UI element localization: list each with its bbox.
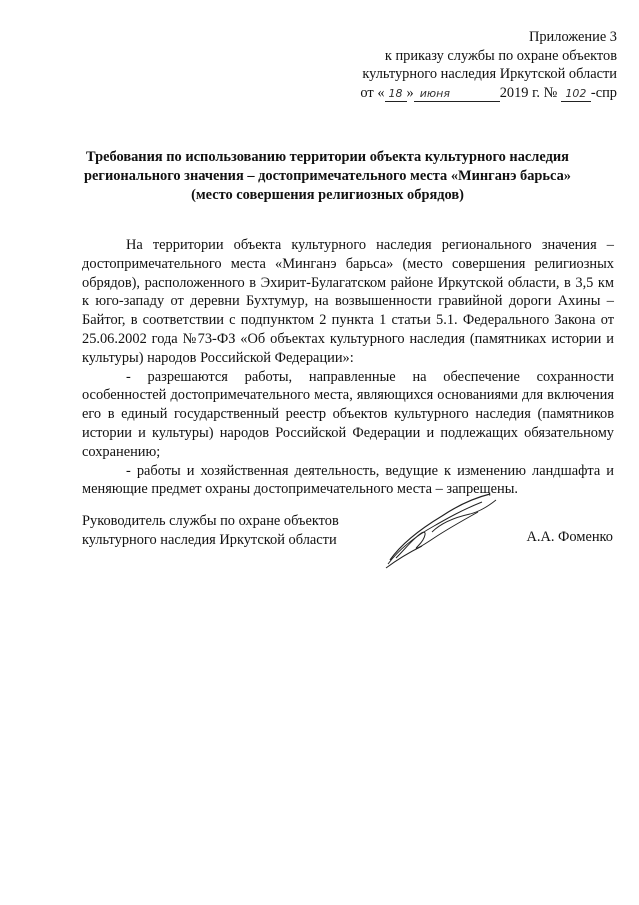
paragraph-permitted: - разрешаются работы, направленные на обеспечение сохранности особенностей достопримечательного места, являющихся основаниями для включения его в единый государственный реестр объектов культурного наследия (памятников истории и культуры) народов Российской Федерации и подлежащих обязательному сохранению; <box>82 368 614 460</box>
appendix-date-line <box>360 84 617 103</box>
title-line-2: регионального значения – достопримечательного места «Минганэ барьса» <box>84 168 571 184</box>
appendix-order-ref: к приказу службы по охране объектов <box>384 47 617 64</box>
title-line-1: Требования по использованию территории объекта культурного наследия <box>86 149 569 165</box>
date-year: 2019 г. № <box>499 84 558 101</box>
document-title <box>60 148 595 205</box>
order-number-handwritten: 102 <box>561 87 591 102</box>
document-body <box>82 236 614 499</box>
paragraph-intro: На территории объекта культурного наследия регионального значения – достопримечательного места «Минганэ барьса» (место совершения религиозных обрядов), расположенного в Эхирит-Булагатском районе Иркутской области, в 3,5 км к юго-западу от деревни Бухтумур, на возвышенности гравийной дороги Ахины – Байтог, в соответствии с подпунктом 2 пункта 1 статьи 5.1. Федерального Закона от 25.06.2002 года №73-ФЗ «Об объектах культурного наследия (памятниках истории и культуры) народов Российской Федерации»: <box>82 237 614 366</box>
paragraph-prohibited: - работы и хозяйственная деятельность, ведущие к изменению ландшафта и меняющие предмет охраны достопримечательного места – запрещены. <box>82 462 614 498</box>
handwritten-signature <box>382 488 502 570</box>
signatory-name: А.А. Фоменко <box>526 529 613 545</box>
date-day-handwritten: 18 <box>385 87 407 102</box>
signatory-position-line-2: культурного наследия Иркутской области <box>82 532 337 548</box>
appendix-agency: культурного наследия Иркутской области <box>362 66 617 82</box>
appendix-number: Приложение 3 <box>528 29 617 45</box>
signatory-position <box>82 512 339 550</box>
appendix-header <box>360 28 617 102</box>
title-line-3: (место совершения религиозных обрядов) <box>191 187 464 203</box>
order-suffix: -спр <box>590 84 617 101</box>
date-month-handwritten: июня <box>414 87 500 102</box>
signatory-position-line-1: Руководитель службы по охране объектов <box>82 513 339 529</box>
date-prefix: от « <box>360 84 385 101</box>
date-mid: » <box>406 84 414 101</box>
